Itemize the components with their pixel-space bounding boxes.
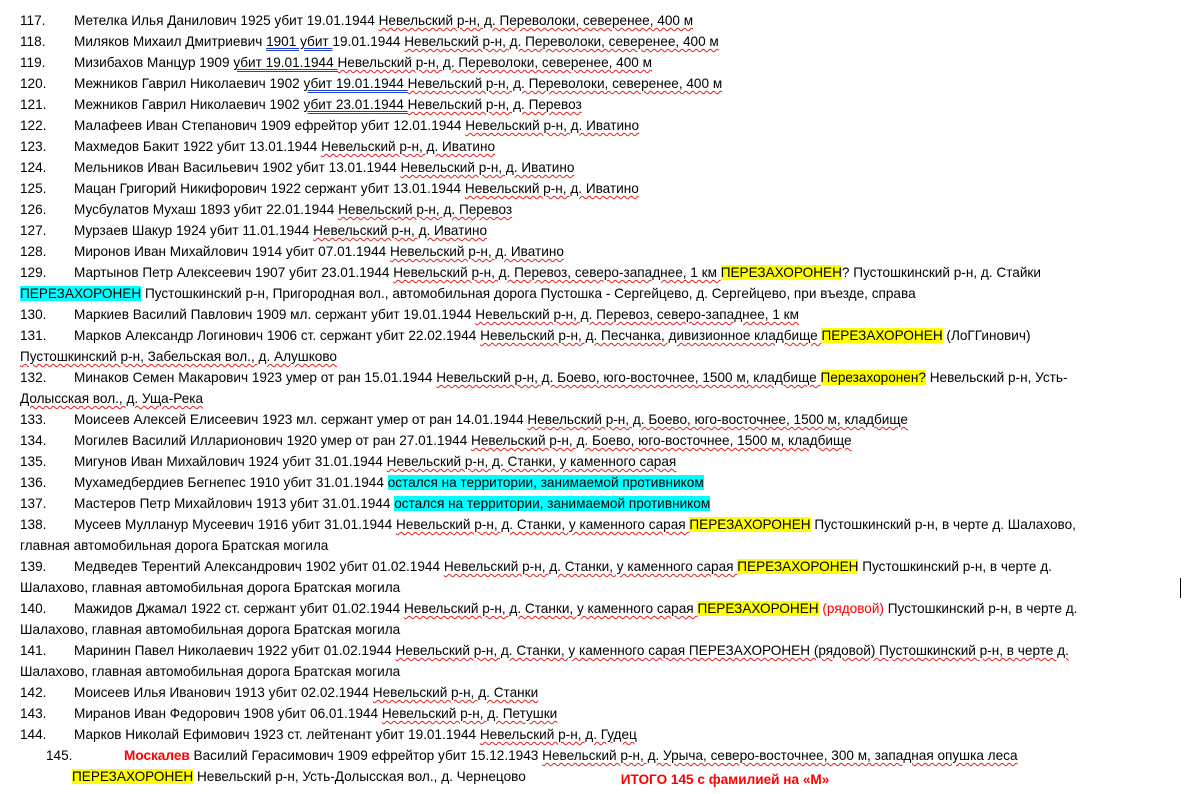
entry-124: 124. Мельников Иван Васильевич 1902 убит 13.01.1944 Невельский р-н, д. Иватино (20, 160, 575, 175)
entry-139: 139. Медведев Терентий Александрович 1902 убит 01.02.1944 Невельский р-н, д. Станки, у каменного сарая ПЕРЕЗАХОРОНЕН Пустошкинский р-н, в черте д. (20, 559, 1052, 574)
entry-121: 121. Межников Гаврил Николаевич 1902 убит 23.01.1944 Невельский р-н, д. Перевоз (20, 97, 582, 112)
entry-120: 120. Межников Гаврил Николаевич 1902 убит 19.01.1944 Невельский р-н, д. Переволоки, северенее, 400 м (20, 76, 723, 91)
reburied-marker: ПЕРЕЗАХОРОНЕН (720, 265, 842, 280)
entry-122: 122. Малафеев Иван Степанович 1909 ефрейтор убит 12.01.1944 Невельский р-н, д. Иватино (20, 118, 640, 133)
reburied-marker: ПЕРЕЗАХОРОНЕН (72, 769, 194, 784)
entry-140: 140. Мажидов Джамал 1922 ст. сержант убит 01.02.1944 Невельский р-н, д. Станки, у каменного сарая ПЕРЕЗАХОРОНЕН (рядовой) Пустошкинский р-н, в черте д. (20, 601, 1078, 616)
total-summary: ИТОГО 145 с фамилией на «М» (620, 772, 830, 787)
entry-143: 143. Миранов Иван Федорович 1908 убит 06.01.1944 Невельский р-н, д. Петушки (20, 706, 558, 721)
enemy-territory-marker: остался на территории, занимаемой противником (387, 475, 704, 490)
reburied-marker: ПЕРЕЗАХОРОНЕН (689, 517, 811, 532)
entry-127: 127. Мурзаев Шакур 1924 убит 11.01.1944 Невельский р-н, д. Иватино (20, 223, 488, 238)
entry-117: 117. Метелка Илья Данилович 1925 убит 19.01.1944 Невельский р-н, д. Переволоки, северенее, 400 м (20, 13, 694, 28)
entry-128: 128. Миронов Иван Михайлович 1914 убит 07.01.1944 Невельский р-н, д. Иватино (20, 244, 564, 259)
entry-138-continued: главная автомобильная дорога Братская могила (20, 538, 329, 553)
entry-119: 119. Мизибахов Манцур 1909 убит 19.01.1944 Невельский р-н, д. Переволоки, северенее, 400 м (20, 55, 652, 70)
entry-132-continued: Долысская вол., д. Уща-Река (20, 391, 204, 406)
entry-144: 144. Марков Николай Ефимович 1923 ст. лейтенант убит 19.01.1944 Невельский р-н, д. Гудец (20, 727, 637, 742)
reburied-marker: ПЕРЕЗАХОРОНЕН (737, 559, 859, 574)
entry-135: 135. Мигунов Иван Михайлович 1924 убит 31.01.1944 Невельский р-н, д. Станки, у каменного сарая (20, 454, 677, 469)
entry-145-continued (72, 766, 526, 788)
entry-138: 138. Мусеев Муллануp Мусеевич 1916 убит 31.01.1944 Невельский р-н, д. Станки, у каменного сарая ПЕРЕЗАХОРОНЕН Пустошкинский р-н, в черте д. Шалахово, (20, 517, 1076, 532)
entry-140-continued: Шалахово, главная автомобильная дорога Братская могила (20, 622, 401, 637)
text-cursor (1180, 578, 1181, 598)
entry-136: 136. Мухамедбердиев Бегнепес 1910 убит 31.01.1944 остался на территории, занимаемой противником (20, 475, 704, 490)
enemy-territory-marker: остался на территории, занимаемой противником (394, 496, 711, 511)
entry-131: 131. Марков Александр Логинович 1906 ст. сержант убит 22.02.1944 Невельский р-н, д. Песчанка, дивизионное кладбище ПЕРЕЗАХОРОНЕН (ЛоГГинович) (20, 328, 1031, 343)
entry-134: 134. Могилев Василий Илларионович 1920 умер от ран 27.01.1944 Невельский р-н, д. Боево, юго-восточнее, 1500 м, кладбище (20, 433, 852, 448)
reburied-marker: ПЕРЕЗАХОРОНЕН (821, 328, 943, 343)
entry-129-continued: ПЕРЕЗАХОРОНЕН Пустошкинский р-н, Пригородная вол., автомобильная дорога Пустошка - Сергейцево, д. Сергейцево, при въезде, справа (20, 286, 916, 301)
entry-123: 123. Махмедов Бакит 1922 убит 13.01.1944 Невельский р-н, д. Иватино (20, 139, 496, 154)
reburied-marker: Перезахоронен? (820, 370, 926, 385)
entry-139-continued: Шалахово, главная автомобильная дорога Братская могила (20, 580, 401, 595)
entry-142: 142. Моисеев Илья Иванович 1913 убит 02.02.1944 Невельский р-н, д. Станки (20, 685, 539, 700)
entry-131-continued: Пустошкинский р-н, Забельская вол., д. Алушково (20, 349, 337, 364)
entry-145: 145. Москалев Василий Герасимович 1909 ефрейтор убит 15.12.1943 Невельский р-н, д. Урыча, северо-восточнее, 300 м, западная опушка леса (46, 748, 1018, 763)
reburied-marker: ПЕРЕЗАХОРОНЕН (20, 286, 142, 301)
entry-126: 126. Мусбулатов Мухаш 1893 убит 22.01.1944 Невельский р-н, д. Перевоз (20, 202, 513, 217)
entry-129: 129. Мартынов Петр Алексеевич 1907 убит 23.01.1944 Невельский р-н, д. Перевоз, северо-западнее, 1 км ПЕРЕЗАХОРОНЕН? Пустошкинский р-н, д. Стайки (20, 265, 1041, 280)
entry-137: 137. Мастеров Петр Михайлович 1913 убит 31.01.1944 остался на территории, занимаемой противником (20, 496, 711, 511)
entry-141: 141. Маринин Павел Николаевич 1922 убит 01.02.1944 Невельский р-н, д. Станки, у каменного сарая ПЕРЕЗАХОРОНЕН (рядовой) Пустошкинский р-н, в черте д. (20, 643, 1069, 658)
entry-125: 125. Мацан Григорий Никифорович 1922 сержант убит 13.01.1944 Невельский р-н, д. Иватино (20, 181, 639, 196)
entry-118: 118. Миляков Михаил Дмитриевич 1901 убит 19.01.1944 Невельский р-н, д. Переволоки, северенее, 400 м (20, 34, 719, 49)
entry-141-continued: Шалахово, главная автомобильная дорога Братская могила (20, 664, 401, 679)
entry-145-location: Невельский р-н, Усть-Долысская вол., д. Чернецово (193, 769, 526, 784)
entry-133: 133. Моисеев Алексей Елисеевич 1923 мл. сержант умер от ран 14.01.1944 Невельский р-н, д. Боево, юго-восточнее, 1500 м, кладбище (20, 412, 908, 427)
entry-132: 132. Минаков Семен Макарович 1923 умер от ран 15.01.1944 Невельский р-н, д. Боево, юго-восточнее, 1500 м, кладбище Перезахоронен? Невельский р-н, Усть- (20, 370, 1068, 385)
reburied-marker: ПЕРЕЗАХОРОНЕН (697, 601, 819, 616)
entry-130: 130. Маркиев Василий Павлович 1909 мл. сержант убит 19.01.1944 Невельский р-н, д. Перевоз, северо-западнее, 1 км (20, 307, 799, 322)
